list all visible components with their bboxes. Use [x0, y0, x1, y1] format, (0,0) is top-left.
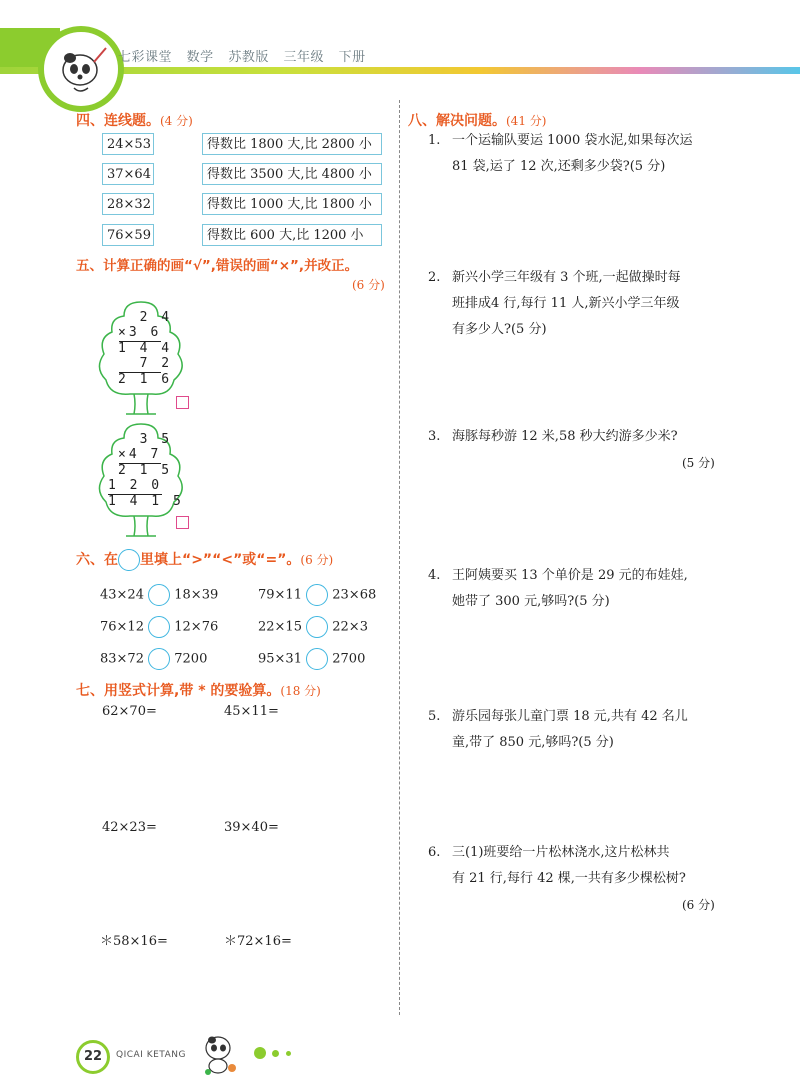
q5-line2: 童,带了 850 元,够吗?(5 分)	[452, 735, 614, 750]
header-series: 七彩课堂	[118, 50, 173, 65]
tree1-line3: 1 4 4	[118, 341, 173, 356]
compare-6-left: 95×31	[258, 651, 302, 667]
q5-line1: 游乐园每张儿童门票 18 元,共有 42 名儿	[452, 709, 688, 724]
calc-4: 39×40=	[224, 820, 279, 835]
q3-score: (5 分)	[682, 456, 715, 470]
q4-line2: 她带了 300 元,够吗?(5 分)	[452, 594, 610, 609]
compare-3-left: 76×12	[100, 619, 144, 635]
section5-heading	[76, 254, 358, 274]
section6-title-post: 里填上“>”“<”或“=”。	[140, 552, 301, 568]
compare-row-1b	[258, 584, 376, 606]
section4-heading	[76, 110, 193, 130]
q6-number: 6.	[428, 845, 441, 860]
tree1-line5: 2 1 6	[118, 372, 173, 387]
compare-4-right: 22×3	[332, 619, 368, 635]
sample-circle	[118, 549, 140, 571]
section4-score: (4 分)	[160, 114, 193, 128]
q4-line1: 王阿姨要买 13 个单价是 29 元的布娃娃,	[452, 568, 688, 583]
match-left-2[interactable]: 37×64	[102, 163, 154, 185]
compare-3-circle[interactable]	[148, 616, 170, 638]
header-edition: 苏教版	[228, 50, 269, 65]
section4-title: 四、连线题。	[76, 113, 160, 129]
footer-dot-1	[254, 1047, 266, 1059]
compare-1-left: 43×24	[100, 587, 144, 603]
match-left-1[interactable]: 24×53	[102, 133, 154, 155]
section6-title-pre: 六、在	[76, 552, 118, 568]
tree2-line1: 3 5	[118, 432, 173, 447]
match-right-4[interactable]: 得数比 600 大,比 1200 小	[202, 224, 382, 246]
compare-row-1a	[100, 584, 218, 606]
q2-line2: 班排成4 行,每行 11 人,新兴小学三年级	[452, 296, 680, 311]
column-divider	[399, 100, 400, 1015]
compare-2-left: 79×11	[258, 587, 302, 603]
compare-4-circle[interactable]	[306, 616, 328, 638]
q3-number: 3.	[428, 429, 441, 444]
tree1-line1: 2 4	[118, 310, 173, 325]
q2-line3: 有多少人?(5 分)	[452, 322, 547, 337]
page-number: 22	[76, 1040, 110, 1074]
section6-score: (6 分)	[300, 553, 334, 567]
footer-dot-2	[272, 1050, 279, 1057]
q6-line2: 有 21 行,每行 42 棵,一共有多少棵松树?	[452, 871, 686, 886]
match-right-1[interactable]: 得数比 1800 大,比 2800 小	[202, 133, 382, 155]
header-subject: 数学	[186, 50, 214, 65]
header-volume: 下册	[338, 50, 366, 65]
q6-line1: 三(1)班要给一片松林浇水,这片松林共	[452, 845, 670, 860]
compare-2-circle[interactable]	[306, 584, 328, 606]
footer-dot-3	[286, 1051, 291, 1056]
header-title	[118, 46, 376, 65]
calc-5: ＊58×16=	[100, 934, 168, 949]
q3-line1: 海豚每秒游 12 米,58 秒大约游多少米?	[452, 429, 678, 444]
compare-5-circle[interactable]	[148, 648, 170, 670]
section7-heading	[76, 680, 321, 700]
compare-3-right: 12×76	[174, 619, 219, 635]
tree2-line4: 1 2 0	[108, 478, 163, 493]
panda-mascot-icon	[44, 32, 118, 106]
section7-score: (18 分)	[280, 684, 321, 698]
section8-title: 八、解决问题。	[408, 113, 506, 129]
compare-row-2b	[258, 616, 368, 638]
q2-number: 2.	[428, 270, 441, 285]
calc-1: 62×70=	[102, 704, 157, 719]
mascot-logo	[38, 26, 124, 112]
section5-title: 五、计算正确的画“√”,错误的画“×”,并改正。	[76, 258, 359, 274]
compare-5-left: 83×72	[100, 651, 144, 667]
q1-number: 1.	[428, 133, 441, 148]
compare-6-right: 2700	[332, 651, 366, 667]
match-right-3[interactable]: 得数比 1000 大,比 1800 小	[202, 193, 382, 215]
q1-line1: 一个运输队要运 1000 袋水泥,如果每次运	[452, 133, 693, 148]
section5-score: (6 分)	[352, 278, 385, 292]
compare-2-right: 23×68	[332, 587, 377, 603]
q1-line2: 81 袋,运了 12 次,还剩多少袋?(5 分)	[452, 159, 666, 174]
tree2-line2: ×4 7	[118, 447, 162, 462]
match-left-4[interactable]: 76×59	[102, 224, 154, 246]
answer-box-2[interactable]	[176, 516, 189, 529]
compare-5-right: 7200	[174, 651, 208, 667]
compare-row-3b	[258, 648, 365, 670]
compare-1-right: 18×39	[174, 587, 219, 603]
tree1-line4: 7 2	[118, 356, 173, 371]
footer-mascot-icon	[196, 1028, 244, 1076]
calc-2: 45×11=	[224, 704, 279, 719]
q2-line1: 新兴小学三年级有 3 个班,一起做操时每	[452, 270, 681, 285]
match-right-2[interactable]: 得数比 3500 大,比 4800 小	[202, 163, 382, 185]
match-left-3[interactable]: 28×32	[102, 193, 154, 215]
q4-number: 4.	[428, 568, 441, 583]
compare-row-3a	[100, 648, 207, 670]
section8-heading	[408, 110, 546, 130]
compare-6-circle[interactable]	[306, 648, 328, 670]
q5-number: 5.	[428, 709, 441, 724]
compare-1-circle[interactable]	[148, 584, 170, 606]
tree2-line5: 1 4 1 5	[108, 494, 184, 509]
section6-heading	[76, 549, 333, 571]
compare-row-2a	[100, 616, 218, 638]
calc-3: 42×23=	[102, 820, 157, 835]
calc-6: ＊72×16=	[224, 934, 292, 949]
answer-box-1[interactable]	[176, 396, 189, 409]
tree1-line2: ×3 6	[118, 325, 162, 340]
q6-score: (6 分)	[682, 898, 715, 912]
tree2-line3: 2 1 5	[118, 463, 173, 478]
compare-4-left: 22×15	[258, 619, 302, 635]
footer-brand: QICAI KETANG	[116, 1050, 186, 1060]
section8-score: (41 分)	[506, 114, 547, 128]
section7-title: 七、用竖式计算,带 * 的要验算。	[76, 683, 281, 699]
header-grade: 三年级	[283, 50, 324, 65]
